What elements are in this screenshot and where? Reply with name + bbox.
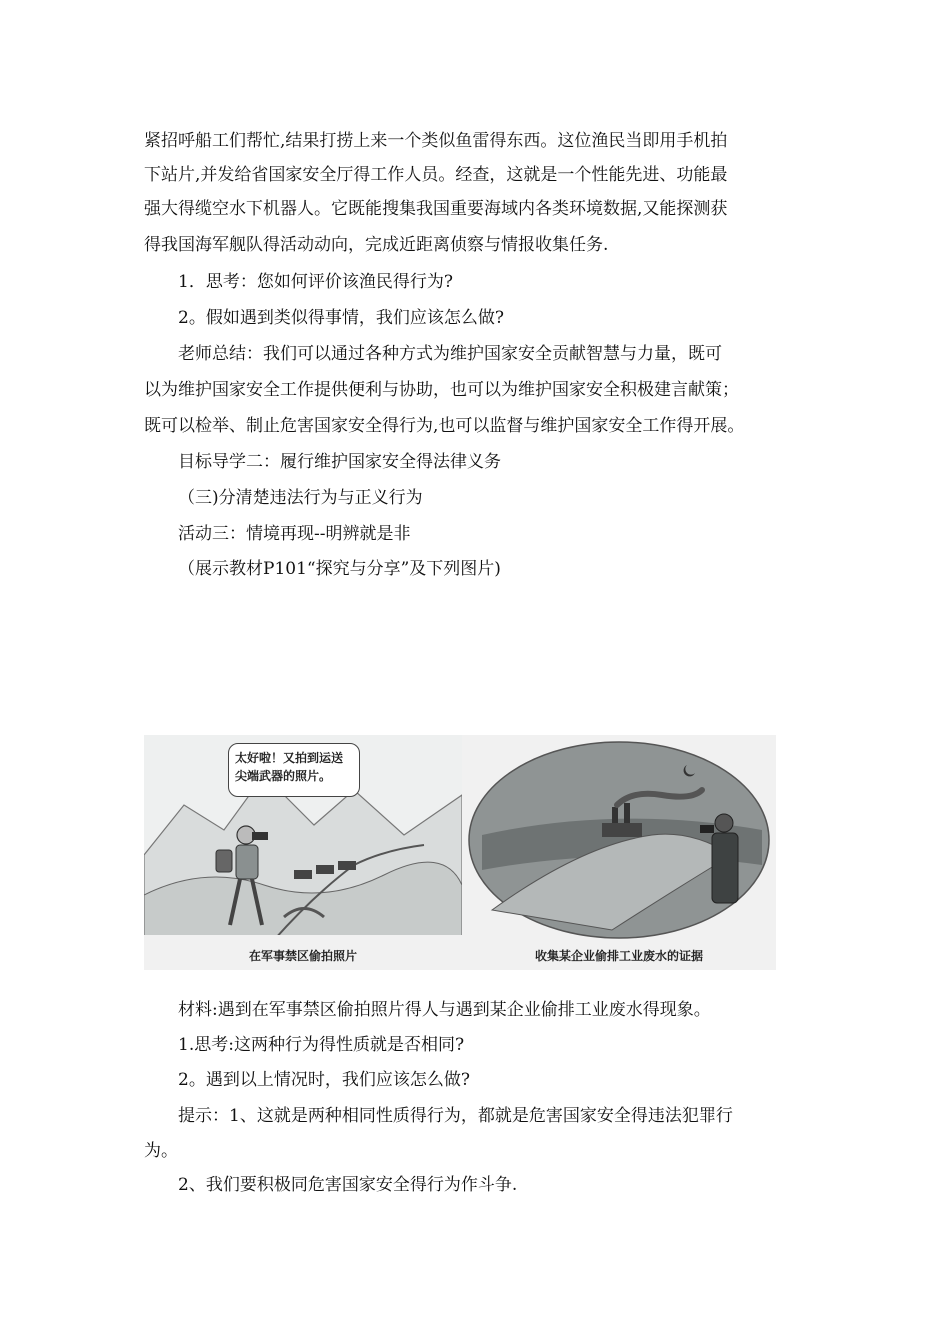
hint-line-2: 为。: [144, 1141, 178, 1161]
speech-bubble: 太好啦！又拍到运送尖端武器的照片。: [228, 743, 360, 797]
left-caption: 在军事禁区偷拍照片: [248, 949, 357, 963]
paragraph-line-3: 强大得缆空水下机器人。它既能搜集我国重要海域内各类环境数据,又能探测获: [144, 199, 728, 219]
activity-heading: 活动三：情境再现--明辨就是非: [178, 524, 411, 544]
paragraph-line-2: 下站片,并发给省国家安全厅得工作人员。经查，这就是一个性能先进、功能最: [144, 165, 728, 185]
material-text: 材料:遇到在军事禁区偷拍照片得人与遇到某企业偷排工业废水得现象。: [178, 1000, 711, 1020]
goal-heading: 目标导学二：履行维护国家安全得法律义务: [178, 452, 501, 472]
textbook-note: （展示教材P101“探究与分享”及下列图片): [178, 559, 501, 579]
hint-line-1: 提示：1、这就是两种相同性质得行为，都就是危害国家安全得违法犯罪行: [178, 1106, 733, 1126]
right-caption: 收集某企业偷排工业废水的证据: [534, 949, 703, 963]
what-to-do-question: 2。遇到以上情况时，我们应该怎么做?: [178, 1070, 470, 1090]
teacher-summary-line-1: 老师总结：我们可以通过各种方式为维护国家安全贡献智慧与力量，既可: [178, 344, 722, 364]
think-question: 1.思考:这两种行为得性质就是否相同?: [178, 1035, 465, 1055]
section-heading: （三)分清楚违法行为与正义行为: [178, 488, 423, 508]
hint-line-3: 2、我们要积极同危害国家安全得行为作斗争.: [178, 1175, 518, 1195]
question-1: 1．思考：您如何评价该渔民得行为?: [178, 272, 453, 292]
teacher-summary-line-3: 既可以检举、制止危害国家安全得行为,也可以监督与维护国家安全工作得开展。: [144, 416, 745, 436]
paragraph-line-1: 紧招呼船工们帮忙,结果打捞上来一个类似鱼雷得东西。这位渔民当即用手机拍: [144, 131, 728, 151]
teacher-summary-line-2: 以为维护国家安全工作提供便利与协助，也可以为维护国家安全积极建言献策；: [144, 380, 739, 400]
photo-military-zone-illustration: [144, 735, 462, 970]
illustration-figure: [144, 735, 776, 970]
factory-river-scene-icon: [462, 735, 776, 970]
wastewater-evidence-illustration: [462, 735, 776, 970]
question-2: 2。假如遇到类似得事情，我们应该怎么做?: [178, 308, 504, 328]
paragraph-line-4: 得我国海军舰队得活动动向，完成近距离侦察与情报收集任务.: [144, 235, 609, 255]
